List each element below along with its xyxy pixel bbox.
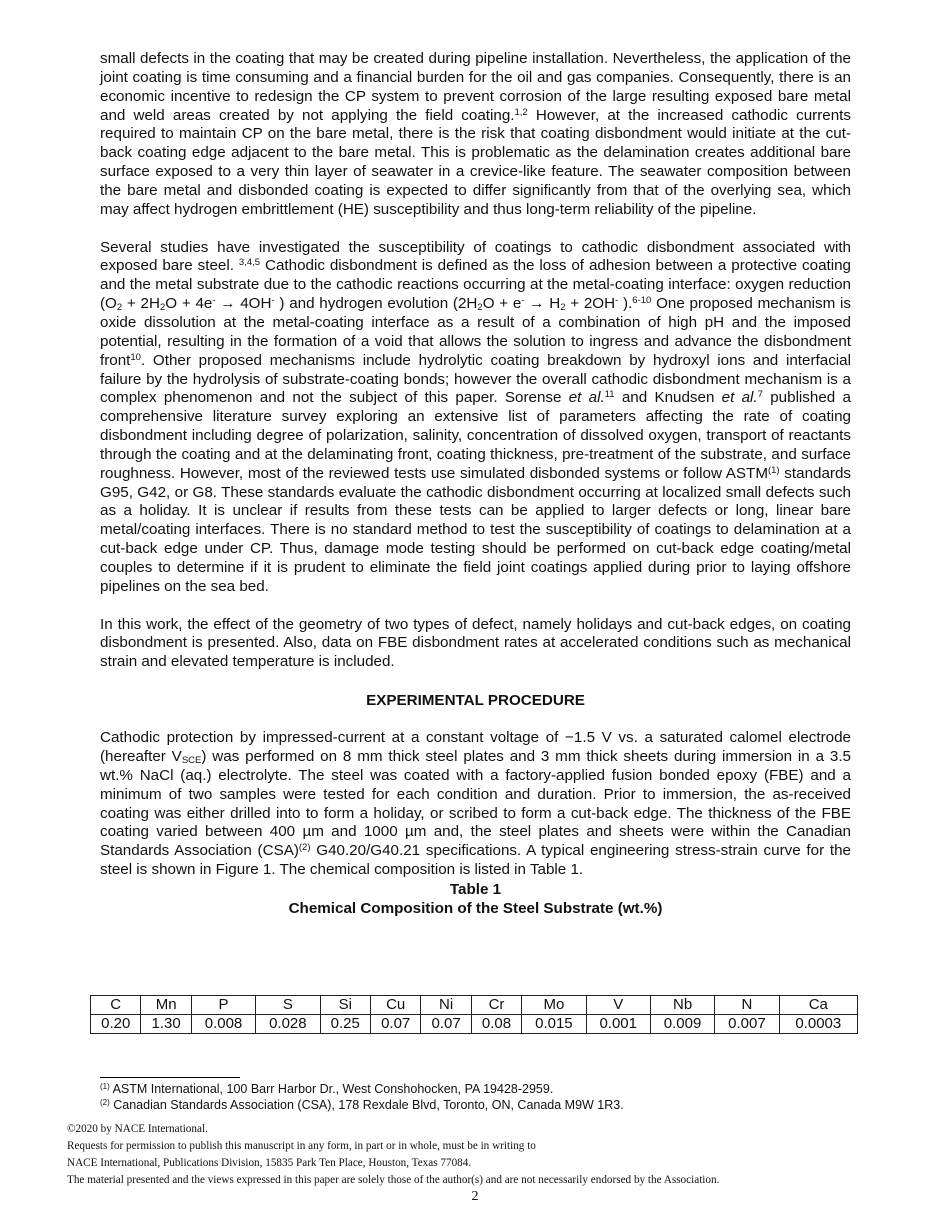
- text-run: O + e: [482, 295, 522, 313]
- table-header-cell: Ca: [779, 996, 857, 1015]
- composition-table: [90, 995, 858, 1034]
- text-run: Several studies have investigated the susceptibility of coatings to cathodic disbondment associated with exposed bare steel.: [100, 238, 851, 275]
- citation: 10: [130, 351, 141, 363]
- citation: 11: [604, 389, 615, 401]
- table-header-cell: Mn: [141, 996, 191, 1015]
- table-cell: 0.25: [320, 1015, 370, 1034]
- superscript: -: [521, 295, 525, 307]
- text-run: . Other proposed mechanisms include hydrolytic coating breakdown by hydroxyl ions and interfacial failure by the hydrolysis of substrate-coating bonds; however the overall cathodic disbondment mechanism is a complex phenomenon and not the subject of this paper. Sorense: [100, 351, 851, 407]
- text-run: standards G95, G42, or G8. These standards evaluate the cathodic disbondment occurring at localized small defects such as a holiday. It is unclear if results from these tests can be applied to larger defects or long, linear bare metal/coating interfaces. There is no standard method to test the susceptibility of coatings to delamination at a cut-back edge under CP. Thus, damage mode testing should be performed on cut-back edge coating/metal couples to determine if it is prudent to eliminate the field joint coatings applied during prior to laying offshore pipelines on the sea bed.: [100, 464, 852, 595]
- section-heading: EXPERIMENTAL PROCEDURE: [366, 692, 585, 710]
- text-run: O + 4e: [165, 295, 213, 313]
- para1-text: However, at the increased cathodic currents required to maintain CP on the bare metal, there is the risk that coating disbondment would initiate at the cut-back coating edge adjacent to the bare metal. This is problematic as the delamination creates additional bare surface exposed to a very thin layer of seawater in a crevice-like feature. The seawater composition between the bare metal and disbonded coating is expected to differ significantly from that of the overlying sea, which may affect hydrogen embrittlement (HE) susceptibility and thus long-term reliability of the pipeline.: [100, 106, 851, 218]
- table-cell: 0.07: [421, 1015, 471, 1034]
- text-run: → 4OH: [215, 295, 272, 313]
- et-al: et al.: [568, 389, 605, 407]
- superscript: -: [615, 295, 619, 307]
- paragraph-procedure: [100, 729, 851, 880]
- footnote-text: ASTM International, 100 Barr Harbor Dr., West Conshohocken, PA 19428-2959.: [109, 1082, 554, 1096]
- citation: 1,2: [514, 106, 528, 118]
- footnote-mark: (1): [767, 464, 780, 476]
- footnotes: [100, 1082, 624, 1113]
- table-header-cell: N: [715, 996, 779, 1015]
- text-run: + 2OH: [565, 295, 616, 313]
- table-header-row: [91, 996, 858, 1015]
- table-cell: 0.015: [522, 1015, 586, 1034]
- table-header-cell: P: [191, 996, 255, 1015]
- table-cell: 0.001: [586, 1015, 650, 1034]
- subscript: 2: [116, 302, 123, 314]
- table-header-cell: Cr: [471, 996, 521, 1015]
- legal-line: ©2020 by NACE International.: [67, 1123, 208, 1135]
- legal-line: Requests for permission to publish this manuscript in any form, in part or in whole, must be in writing to: [67, 1140, 536, 1152]
- table-header-cell: Cu: [370, 996, 420, 1015]
- text-run: G40.20/G40.21 specifications. A typical engineering stress-strain curve for the steel is shown in Figure 1. The chemical composition is listed in Table 1.: [100, 842, 851, 879]
- table-cell: 0.20: [91, 1015, 141, 1034]
- table-cell: 0.007: [715, 1015, 779, 1034]
- table-header-cell: Ni: [421, 996, 471, 1015]
- footnote-text: Canadian Standards Association (CSA), 178 Rexdale Blvd, Toronto, ON, Canada M9W 1R3.: [109, 1097, 624, 1112]
- table-cell: 1.30: [141, 1015, 191, 1034]
- text-run: published a comprehensive literature survey exploring an extensive list of parameters affecting the rate of coating disbondment including degree of polarization, salinity, concentration of dissolved oxygen, transport of reactants through the coating and at the delaminating front, coating thickness, pre-treatment of the substrate, and surface roughness. However, most of the reviewed tests use simulated disbonded systems or follow ASTM: [100, 389, 851, 482]
- table-cell: 0.07: [370, 1015, 420, 1034]
- table-cell: 0.008: [191, 1015, 255, 1034]
- citation: 6-10: [632, 295, 652, 307]
- page-body: [100, 50, 851, 918]
- text-run: ) was performed on 8 mm thick steel plates and 3 mm thick sheets during immersion in a 3.5 wt.% NaCl (aq.) electrolyte. The steel was coated with a factory-applied fusion bonded epoxy (FBE) and a minimum of two samples were tested for each condition and duration. Prior to immersion, the as-received coating was either drilled into to form a holiday, or scribed to form a cut-back edge. The thickness of the FBE coating varied between 400 µm and 1000 µm and, the steel plates and sheets were within the Canadian Standards Association (CSA): [100, 748, 851, 860]
- footnote-mark: (2): [298, 842, 311, 854]
- citation: 7: [757, 389, 763, 401]
- table-cell: 0.08: [471, 1015, 521, 1034]
- text-run: ) and hydrogen evolution (2H: [274, 295, 478, 313]
- table-cell: 0.009: [650, 1015, 714, 1034]
- superscript: -: [212, 295, 216, 307]
- legal-line: The material presented and the views expressed in this paper are solely those of the author(s) and are not necessarily endorsed by the Association.: [67, 1174, 720, 1186]
- copyright-notice: [67, 1121, 719, 1189]
- footnote-rule: [100, 1077, 240, 1078]
- table-cell: 0.028: [256, 1015, 320, 1034]
- table-header-cell: Si: [320, 996, 370, 1015]
- footnote-mark: (1): [100, 1082, 110, 1091]
- citation: 3,4,5: [238, 257, 261, 269]
- table-header-cell: S: [256, 996, 320, 1015]
- table-header-cell: C: [91, 996, 141, 1015]
- table-row: [91, 1015, 858, 1034]
- et-al: et al.: [721, 389, 758, 407]
- text-run: Cathodic disbondment is defined as the loss of adhesion between a protective coating and the metal substrate due to the cathodic reactions occurring at the metal-coating interface: oxygen reduction (O: [100, 257, 852, 313]
- table-title: Chemical Composition of the Steel Substrate (wt.%): [288, 899, 663, 917]
- table-header-cell: Mo: [522, 996, 586, 1015]
- paragraph-intro-continued: [100, 50, 851, 220]
- text-run: ).: [618, 295, 633, 313]
- table-header-cell: V: [586, 996, 650, 1015]
- legal-line: NACE International, Publications Division, 15835 Park Ten Place, Houston, Texas 77084.: [67, 1157, 472, 1169]
- footnote-mark: (2): [100, 1097, 110, 1107]
- subscript: SCE: [181, 755, 202, 766]
- footnote: [100, 1098, 624, 1114]
- table-header-cell: Nb: [650, 996, 714, 1015]
- table-cell: 0.0003: [779, 1015, 857, 1034]
- subscript: 2: [560, 302, 566, 314]
- subscript: 2: [477, 302, 483, 314]
- text-run: Cathodic protection by impressed-current at a constant voltage of −1.5 V vs. a saturated calomel electrode (hereafter V: [100, 729, 851, 765]
- text-run: One proposed mechanism is oxide dissolution at the metal-coating interface as a result of a combination of high pH and the imposed potential, resulting in the formation of a void that allows the solution to ingress and advance the disbondment front: [100, 295, 851, 369]
- footnote: [100, 1082, 624, 1098]
- page-number: 2: [471, 1189, 479, 1204]
- table-label: Table 1: [449, 880, 502, 898]
- subscript: 2: [159, 302, 166, 314]
- text-run: and Knudsen: [614, 389, 722, 407]
- para1-text: small defects in the coating that may be created during pipeline installation. Nevertheless, the application of the joint coating is time consuming and a financial burden for the oil and gas companies. Consequently, there is an economic incentive to redesign the CP system to prevent corrosion of the large resulting exposed bare metal and weld areas created by not applying the field coating.: [100, 50, 851, 124]
- text-run: → H: [524, 295, 561, 313]
- paragraph-disbondment: [100, 239, 851, 597]
- superscript: -: [271, 295, 275, 307]
- paragraph-this-work: In this work, the effect of the geometry of two types of defect, namely holidays and cut-back edges, on coating disbondment is presented. Also, data on FBE disbondment rates at accelerated conditions such as mechanical strain and elevated temperature is included.: [100, 615, 851, 671]
- text-run: + 2H: [122, 295, 160, 313]
